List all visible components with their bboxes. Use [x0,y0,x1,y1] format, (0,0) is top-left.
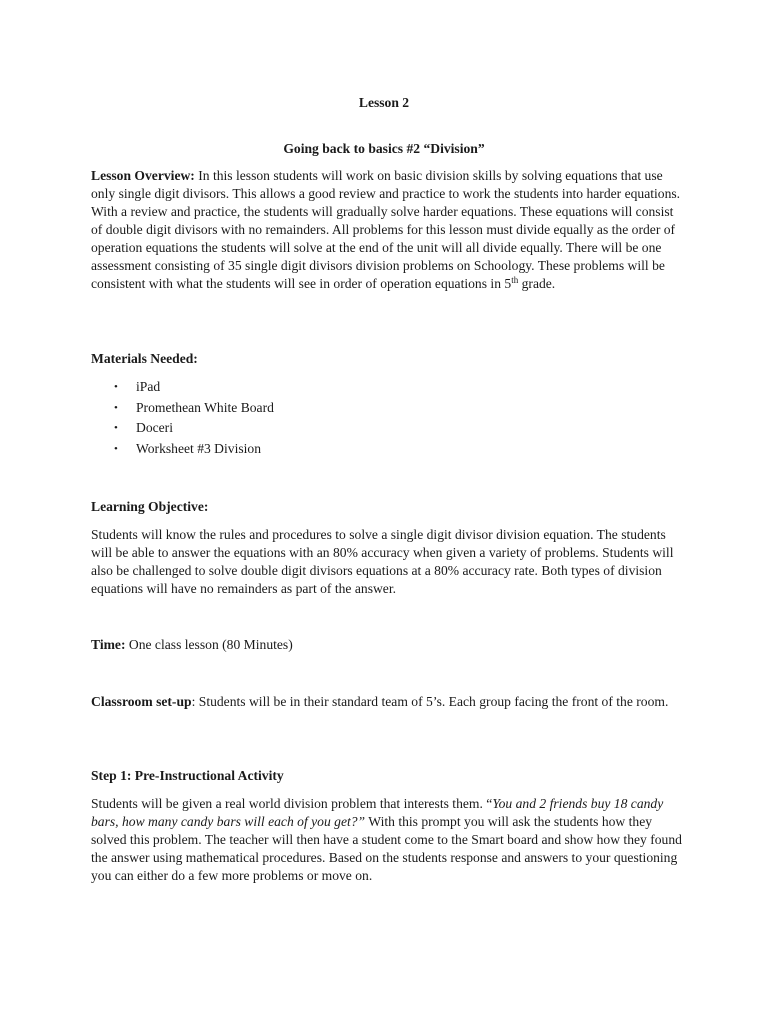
lesson-overview-heading: Lesson Overview: [91,168,195,183]
list-item [91,377,591,398]
step1-section [91,795,686,885]
time-paragraph [91,636,686,654]
materials-heading: Materials Needed: [91,351,198,366]
bullet-icon: • [114,442,118,455]
time-section [91,636,686,654]
bullet-icon: • [114,422,118,434]
material-item-worksheet: Worksheet #3 Division [136,440,262,456]
classroom-setup-section [91,693,686,711]
step1-heading: Step 1: Pre-Instructional Activity [91,768,284,783]
learning-objective-heading: Learning Objective: [91,499,209,514]
material-item-ipad: iPad [136,379,161,394]
materials-list [91,377,591,459]
lesson-overview-text-end: grade. [518,276,556,291]
lesson-overview-paragraph [91,167,686,293]
lesson-title: Going back to basics #2 “Division” [283,141,485,156]
time-heading: Time: [91,637,126,652]
bullet-icon: • [114,381,118,393]
learning-objective-text: Students will know the rules and procedures to solve a single digit divisor division equation. The students will be able to answer the equations with an 80% accuracy when given a variety of problems. Students will also be challenged to solve double digit divisors equations at a 80% accuracy rate. Both types of division equations will have no remainders as part of the answer. [91,527,674,596]
step1-italic-prompt: You and 2 friends buy 18 candy bars, how many candy bars will each of you get?” [91,796,664,829]
step1-text-end: With this prompt you will ask the students how they solved this problem. The teacher will then have a student come to the Smart board and show how they found the answer using mathematical procedures. Based on the students response and answers to your questioning you can either do a few more problems or move on. [91,814,682,883]
list-item [91,398,591,419]
list-item [91,418,591,439]
step1-text-start: Students will be given a real world division problem that interests them. “ [91,796,493,811]
lesson-number: Lesson 2 [358,95,410,110]
classroom-setup-paragraph [91,693,686,711]
material-item-doceri: Doceri [136,420,173,435]
material-item-whiteboard: Promethean White Board [136,399,274,415]
classroom-setup-heading: Classroom set-up [91,694,192,709]
classroom-setup-text: : Students will be in their standard team of 5’s. Each group facing the front of the room. [191,694,669,709]
time-text: One class lesson (80 Minutes) [125,637,293,652]
lesson-overview-text: In this lesson students will work on basic division skills by solving equations that use only single digit divisors. This allows a good review and practice to work the students into harder equations. With a review and practice, the students will gradually solve harder equations. These equations will consist of double digit divisors with no remainders. All problems for this lesson must divide equally as the order of operation equations the students will solve at the end of the unit will all divide equally. There will be one assessment consisting of 35 single digit divisors division problems on Schoology. These problems will be consistent with what the students will see in order of operation equations in 5 [91,168,681,291]
bullet-icon: • [114,401,118,414]
lesson-overview-section [91,167,686,293]
step1-paragraph [91,795,686,885]
learning-objective-section [91,526,686,598]
list-item [91,439,591,460]
superscript-th: th [511,275,519,285]
